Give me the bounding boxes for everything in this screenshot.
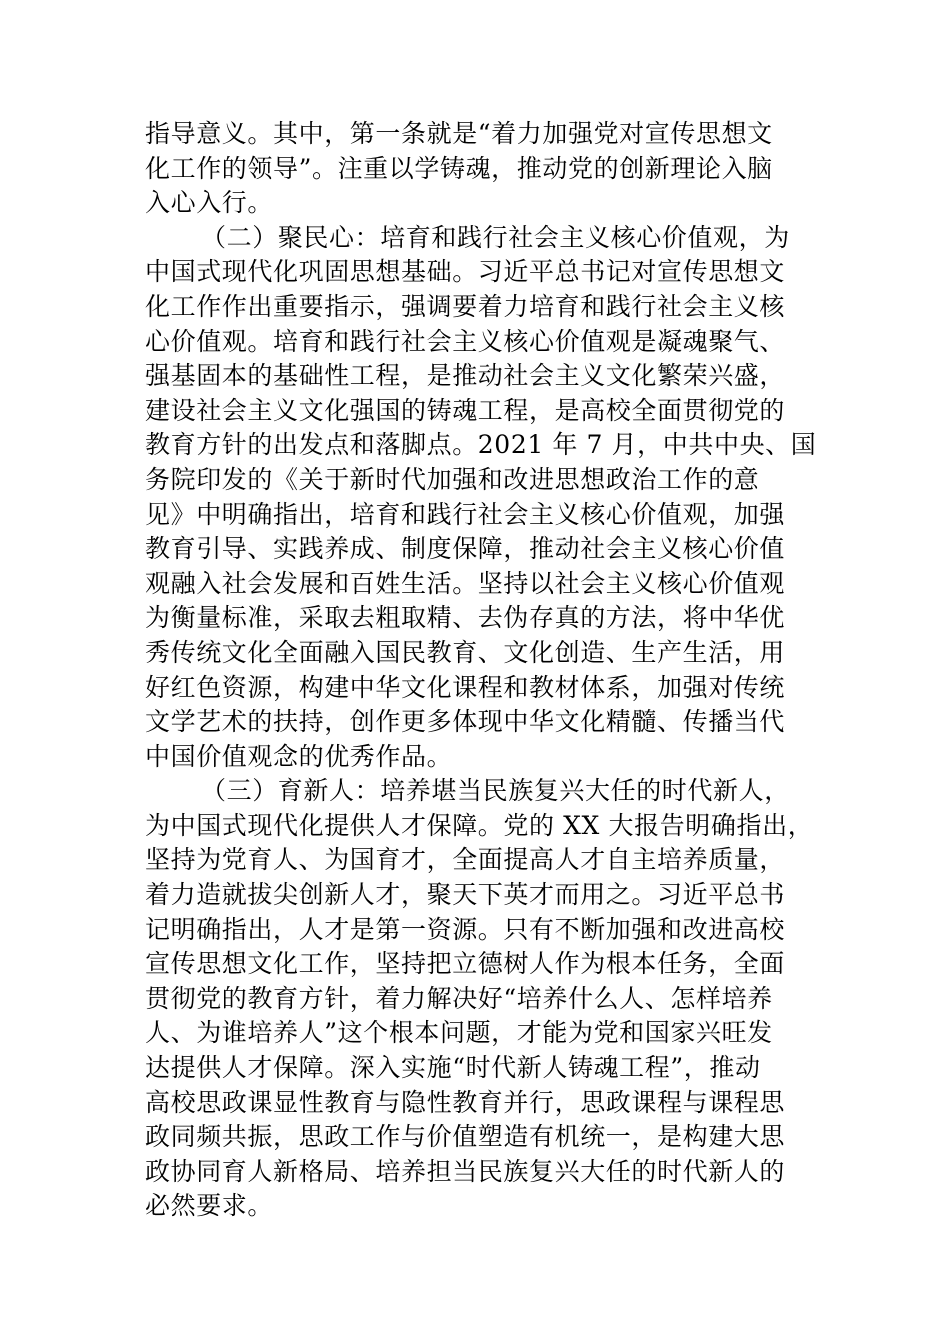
text-line: 达提供人才保障。深入实施“时代新人铸魂工程”，推动 xyxy=(145,1053,761,1083)
text-line: 坚持为党育人、为国育才，全面提高人才自主培养质量， xyxy=(145,845,786,875)
text-line: 教育引导、实践养成、制度保障，推动社会主义核心价值 xyxy=(145,534,786,564)
text-line: 入心入行。 xyxy=(145,188,274,218)
text-line: 秀传统文化全面融入国民教育、文化创造、生产生活，用 xyxy=(145,637,786,667)
paragraph-first-line: （二）聚民心：培育和践行社会主义核心价值观，为 xyxy=(201,222,790,252)
text-line: 为衡量标准，采取去粗取精、去伪存真的方法，将中华优 xyxy=(145,603,786,633)
text-line: 为中国式现代化提供人才保障。党的 XX 大报告明确指出， xyxy=(145,810,814,840)
document-body xyxy=(145,117,817,1224)
text-line: 强基固本的基础性工程，是推动社会主义文化繁荣兴盛， xyxy=(145,361,786,391)
text-line: 化工作的领导”。注重以学铸魂，推动党的创新理论入脑 xyxy=(145,153,773,183)
text-line: 化工作作出重要指示，强调要着力培育和践行社会主义核 xyxy=(145,291,786,321)
text-line: 必然要求。 xyxy=(145,1191,274,1221)
text-line: 观融入社会发展和百姓生活。坚持以社会主义核心价值观 xyxy=(145,568,786,598)
text-line: 高校思政课显性教育与隐性教育并行，思政课程与课程思 xyxy=(145,1087,786,1117)
text-line: 贯彻党的教育方针，着力解决好“培养什么人、怎样培养 xyxy=(145,983,773,1013)
text-line: 见》中明确指出，培育和践行社会主义核心价值观，加强 xyxy=(145,499,786,529)
text-line: 着力造就拔尖创新人才，聚天下英才而用之。习近平总书 xyxy=(145,880,786,910)
text-line: 好红色资源，构建中华文化课程和教材体系，加强对传统 xyxy=(145,672,786,702)
text-line: 中国式现代化巩固思想基础。习近平总书记对宣传思想文 xyxy=(145,257,786,287)
text-line: 中国价值观念的优秀作品。 xyxy=(145,741,453,771)
text-line: 政协同育人新格局、培养担当民族复兴大任的时代新人的 xyxy=(145,1156,786,1186)
text-line: 记明确指出，人才是第一资源。只有不断加强和改进高校 xyxy=(145,914,786,944)
text-line: 指导意义。其中，第一条就是“着力加强党对宣传思想文 xyxy=(145,119,773,148)
text-line: 文学艺术的扶持，创作更多体现中华文化精髓、传播当代 xyxy=(145,707,786,737)
text-line: 心价值观。培育和践行社会主义核心价值观是凝魂聚气、 xyxy=(145,326,786,356)
paragraph-first-line: （三）育新人：培养堪当民族复兴大任的时代新人， xyxy=(201,776,790,806)
text-line: 政同频共振，思政工作与价值塑造有机统一，是构建大思 xyxy=(145,1122,786,1152)
text-line: 务院印发的《关于新时代加强和改进思想政治工作的意 xyxy=(145,464,760,494)
text-line: 建设社会主义文化强国的铸魂工程，是高校全面贯彻党的 xyxy=(145,395,786,425)
text-line: 人、为谁培养人”这个根本问题，才能为党和国家兴旺发 xyxy=(145,1018,773,1048)
text-line: 宣传思想文化工作，坚持把立德树人作为根本任务，全面 xyxy=(145,949,786,979)
text-line: 教育方针的出发点和落脚点。2021 年 7 月，中共中央、国 xyxy=(145,430,817,460)
